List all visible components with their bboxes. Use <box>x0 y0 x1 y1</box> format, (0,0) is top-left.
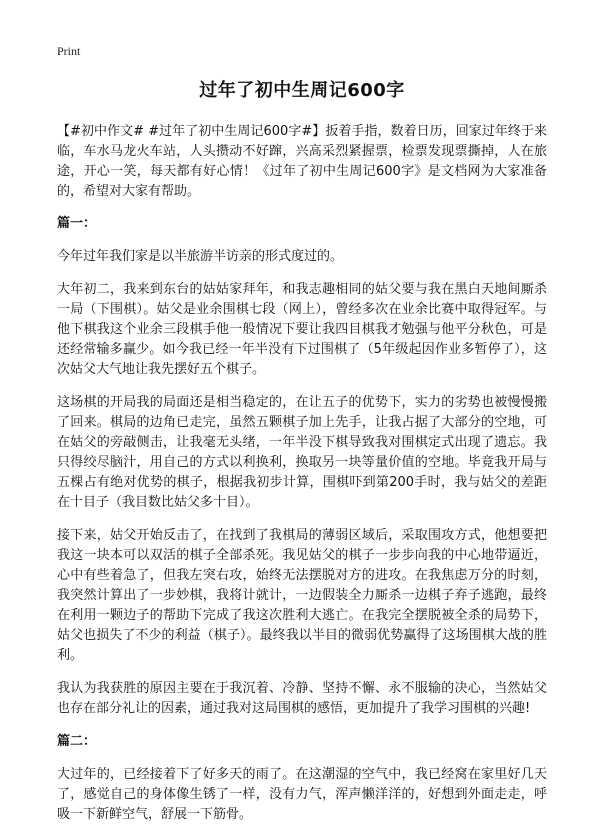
page-title: 过年了初中生周记600字 <box>199 80 405 101</box>
section-2-paragraph: 大过年的，已经接着下了好多天的雨了。在这潮湿的空气中，我已经窝在家里好几天了，感觉自己的身体像生锈了一样，没有力气，浑声懒洋洋的，好想到外面走走，呼吸一下新鲜空气，舒展一下筋骨。 <box>57 767 547 822</box>
intro-paragraph: 【#初中作文# #过年了初中生周记600字#】扳着手指，数着日历，回家过年终于来临，车水马龙火车站，人头攒动不好蹿，兴高采烈紧握票，检票发现票撕掉，人在旅途，开心一笑，每天都有好心情！《过年了初中生周记600字》是文档网为大家准备的，希望对大家有帮助。 <box>57 124 547 199</box>
section-1-paragraph: 接下来，姑父开始反击了，在找到了我棋局的薄弱区域后，采取围攻方式，他想要把我这一块本可以双活的棋子全部杀死。我见姑父的棋子一步步向我的中心地带逼近，心中有些着急了，但我左突右攻，始终无法摆脱对方的进攻。在我焦虑万分的时刻，我突然计算出了一步妙棋，我将计就计，一边假装全力厮杀一边棋子弃子逃跑，最终在利用一颗边子的帮助下完成了我这次胜利大逃亡。在我完全摆脱被全杀的局势下，姑父也损失了不少的利益（棋子）。最终我以半目的微弱优势赢得了这场围棋大战的胜利。 <box>57 528 547 663</box>
document-page <box>57 76 547 838</box>
print-link[interactable]: Print <box>57 44 81 58</box>
section-heading-2: 篇二： <box>57 734 97 749</box>
section-heading-1: 篇一： <box>57 216 97 231</box>
section-1-paragraph: 这场棋的开局我的局面还是相当稳定的，在让五子的优势下，实力的劣势也被慢慢搬了回来。棋局的边角已走完，虽然五颗棋子加上先手，让我占据了大部分的空地，可在姑父的旁敲侧击，让我毫无头绪，一年半没下棋导致我对围棋定式出现了遗忘。我只得绞尽脑汁，用自己的方式以利换利，换取另一块等量价值的空地。毕竟我开局与五棵占有绝对优势的棋子，根据我初步计算，围棋吓到第200手时，我与姑父的差距在十目子（我目数比姑父多十目）。 <box>57 395 547 510</box>
section-1-paragraph: 今年过年我们家是以半旅游半访亲的形式度过的。 <box>57 249 344 264</box>
section-1-paragraph: 我认为我获胜的原因主要在于我沉着、冷静、坚持不懈、永不服输的决心，当然姑父也存在部分礼让的因素，通过我对这局围棋的感悟，更加提升了我学习围棋的兴趣! <box>57 681 547 716</box>
section-1-paragraph: 大年初二，我来到东台的姑姑家拜年，和我志趣相同的姑父要与我在黑白天地间厮杀一局（下围棋）。姑父是业余围棋七段（网上），曾经多次在业余比赛中取得冠军。与他下棋我这个业余三段棋手他一般情况下要让我四目棋我才勉强与他平分秋色，可是还经常输多赢少。如今我已经一年半没有下过围棋了（5年级起因作业多暂停了），这次姑父大气地让我先摆好五个棋子。 <box>57 282 547 377</box>
